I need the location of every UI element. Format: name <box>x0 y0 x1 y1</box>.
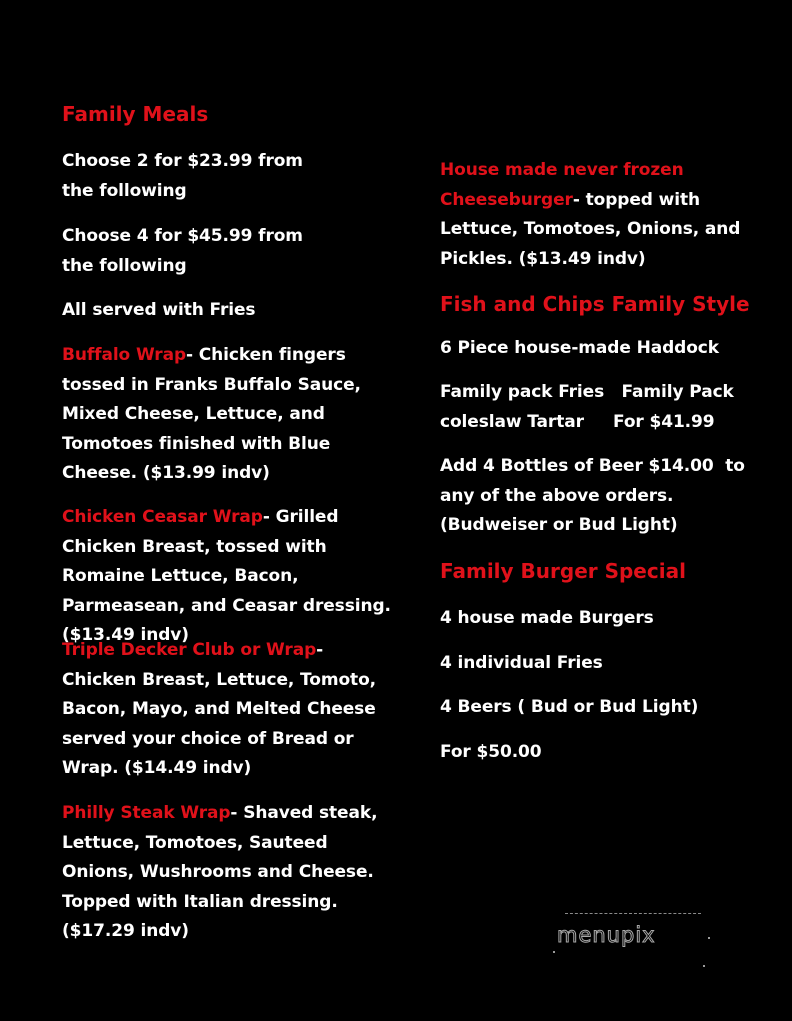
watermark-logo-text: menupix <box>557 923 656 947</box>
choose-2-offer: Choose 2 for $23.99 from the following <box>62 151 303 201</box>
item-description: - Chicken fingers tossed in Franks Buffalo Sauce, Mixed Cheese, Lettuce, and Tomotoes finished with Blue Cheese. ($13.99 indv) <box>62 345 361 484</box>
fish-line-haddock: 6 Piece house-made Haddock <box>440 338 719 358</box>
item-name: Triple Decker Club or Wrap <box>62 640 317 660</box>
item-name: Philly Steak Wrap <box>62 803 231 823</box>
burger-line-fries: 4 individual Fries <box>440 653 603 673</box>
menupix-watermark <box>553 905 713 965</box>
choose-4-offer: Choose 4 for $45.99 from the following <box>62 226 303 276</box>
item-description: - Shaved steak, Lettuce, Tomotoes, Sauteed Onions, Wushrooms and Cheese. Topped with Italian dressing. ($17.29 indv) <box>62 803 378 942</box>
item-description: - Chicken Breast, Lettuce, Tomoto, Bacon, Mayo, and Melted Cheese served your choice of Bread or Wrap. ($14.49 indv) <box>62 640 377 779</box>
watermark-dot <box>553 951 555 953</box>
fish-and-chips-heading: Fish and Chips Family Style <box>440 292 750 316</box>
item-description: - Grilled Chicken Breast, tossed with Romaine Lettuce, Bacon, Parmeasean, and Ceasar dressing. ($13.49 indv) <box>62 507 391 646</box>
burger-line-burgers: 4 house made Burgers <box>440 608 654 628</box>
menu-item-philly-steak-wrap <box>62 799 387 947</box>
menu-item-buffalo-wrap <box>62 341 392 489</box>
menu-item-chicken-ceasar-wrap <box>62 503 397 651</box>
burger-line-price: For $50.00 <box>440 742 542 762</box>
item-name: Buffalo Wrap <box>62 345 187 365</box>
burger-line-beers: 4 Beers ( Bud or Bud Light) <box>440 697 699 717</box>
watermark-dashed-line <box>565 913 701 914</box>
menu-item-triple-decker-club <box>62 636 387 784</box>
family-burger-special-heading: Family Burger Special <box>440 559 686 583</box>
watermark-dot <box>708 937 710 939</box>
family-meals-heading: Family Meals <box>62 102 209 126</box>
fish-line-beer-addon: Add 4 Bottles of Beer $14.00 to any of the above orders. (Budweiser or Bud Light) <box>440 456 751 536</box>
item-description: - topped with Lettuce, Tomotoes, Onions, and Pickles. ($13.49 indv) <box>440 189 741 269</box>
fish-line-family-pack: Family pack Fries Family Pack coleslaw Tartar For $41.99 <box>440 382 740 432</box>
menu-item-cheeseburger <box>440 156 770 274</box>
watermark-dot <box>703 965 705 967</box>
item-name: Chicken Ceasar Wrap <box>62 507 263 527</box>
item-name: House made never frozen Cheeseburger <box>440 160 684 210</box>
served-with-fries: All served with Fries <box>62 300 256 320</box>
